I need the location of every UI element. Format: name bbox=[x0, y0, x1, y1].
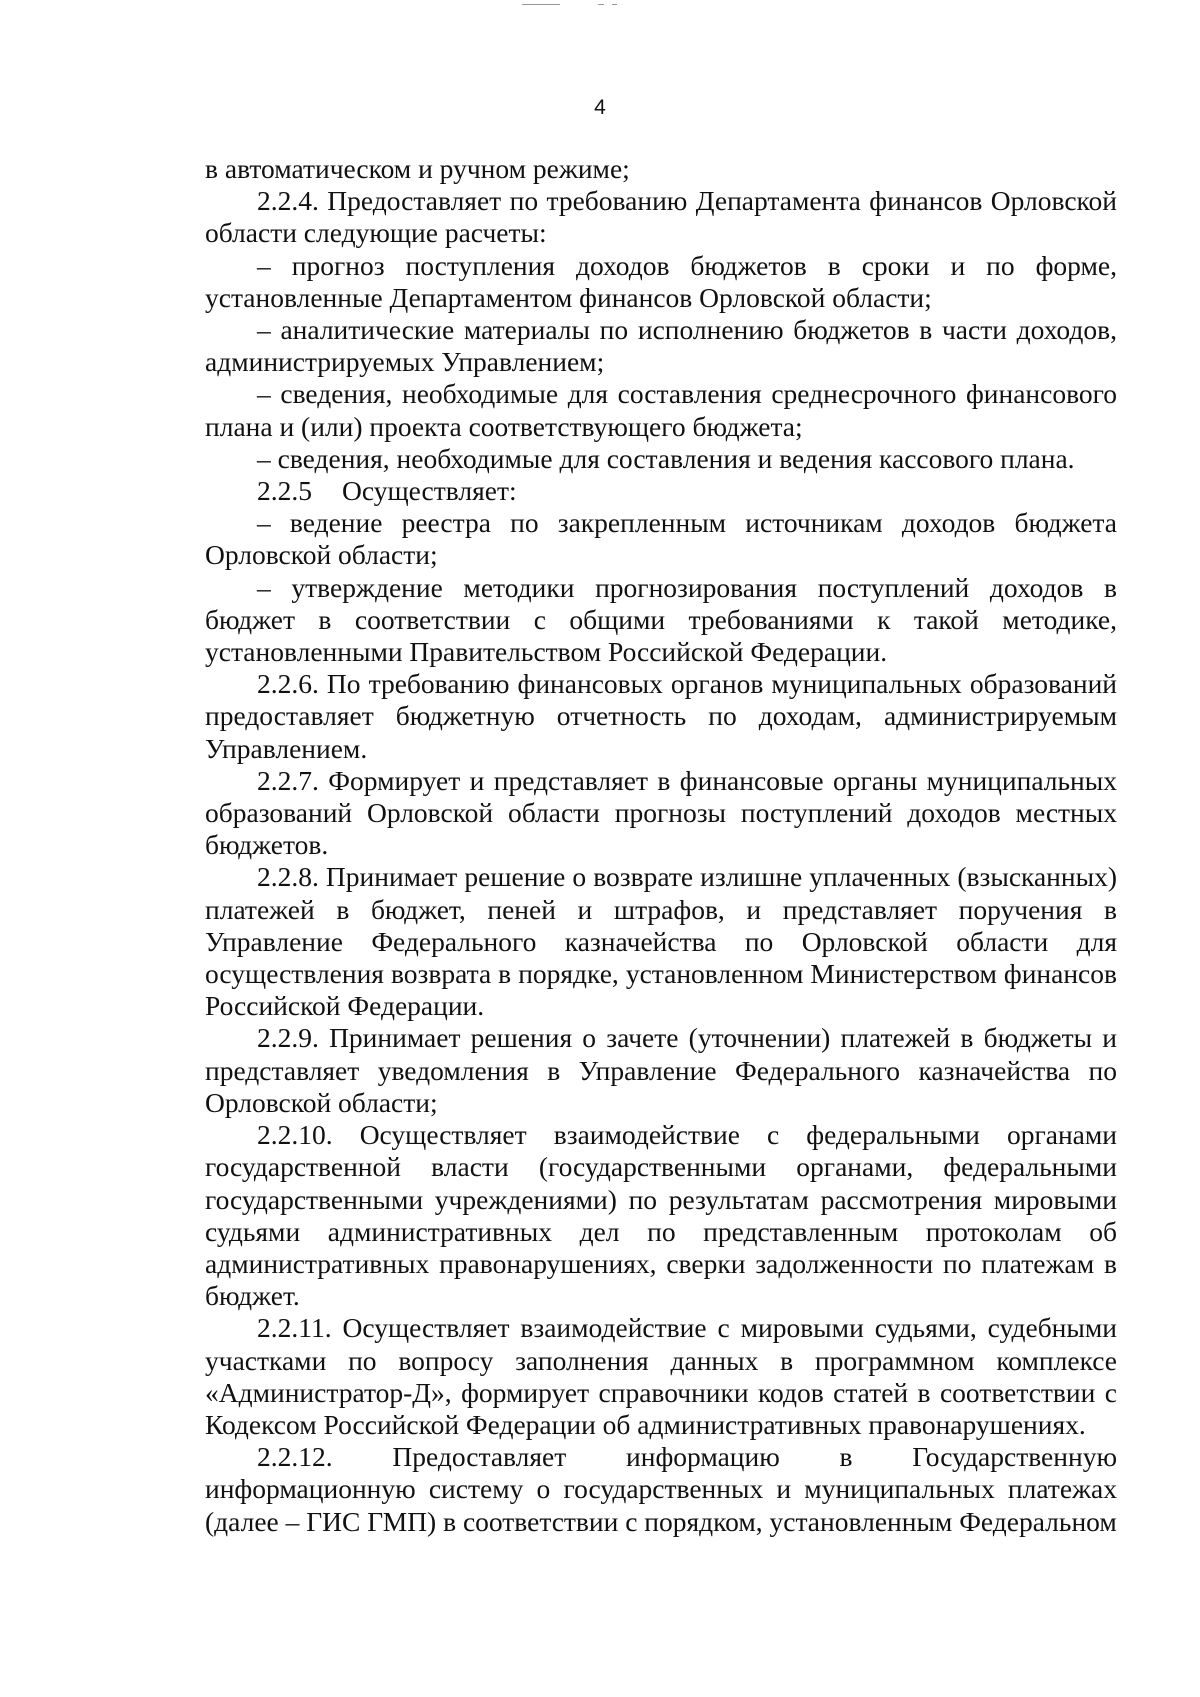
paragraph-2-2-11: 2.2.11. Осуществляет взаимодействие с мировыми судьями, судебными участками по вопросу заполнения данных в программном комплексе «Администратор-Д», формирует справочники кодов статей в соответствии с Кодексом Российской Федерации об административных правонарушениях. bbox=[205, 1312, 1117, 1440]
document-body bbox=[205, 153, 1117, 1538]
paragraph-2-2-4: 2.2.4. Предоставляет по требованию Департамента финансов Орловской области следующие расчеты: bbox=[205, 185, 1117, 249]
list-item-analytics: – аналитические материалы по исполнению бюджетов в части доходов, администрируемых Управлением; bbox=[205, 314, 1117, 378]
clause-text: Осуществляет: bbox=[342, 475, 517, 507]
list-item-methodology: – утверждение методики прогнозирования поступлений доходов в бюджет в соответствии с общими требованиями к такой методике, установленными Правительством Российской Федерации. bbox=[205, 571, 1117, 668]
paragraph-2-2-12: 2.2.12. Предоставляет информацию в Государственную информационную систему о государственных и муниципальных платежах (далее – ГИС ГМП) в соответствии с порядком, установленным Федеральном bbox=[205, 1441, 1117, 1537]
list-item-registry: – ведение реестра по закрепленным источникам доходов бюджета Орловской области; bbox=[205, 507, 1117, 571]
paragraph-2-2-6: 2.2.6. По требованию финансовых органов муниципальных образований предоставляет бюджетную отчетность по доходам, администрируемым Управлением. bbox=[205, 668, 1117, 764]
scan-artifact bbox=[598, 4, 604, 5]
paragraph-2-2-9: 2.2.9. Принимает решения о зачете (уточнении) платежей в бюджеты и представляет уведомления в Управление Федерального казначейства по Орловской области; bbox=[205, 1022, 1117, 1118]
paragraph-2-2-10: 2.2.10. Осуществляет взаимодействие с федеральными органами государственной власти (государственными органами, федеральными государственными учреждениями) по результатам рассмотрения мировыми судьями административных дел по представленным протоколам об административных правонарушениях, сверки задолженности по платежам в бюджет. bbox=[205, 1119, 1117, 1312]
paragraph-2-2-5 bbox=[205, 475, 1117, 507]
paragraph-2-2-8: 2.2.8. Принимает решение о возврате излишне уплаченных (взысканных) платежей в бюджет, пеней и штрафов, и представляет поручения в Управление Федерального казначейства по Орловской области для осуществления возврата в порядке, установленном Министерством финансов Российской Федерации. bbox=[205, 861, 1117, 1022]
list-item-midterm-plan: – сведения, необходимые для составления среднесрочного финансового плана и (или) проекта соответствующего бюджета; bbox=[205, 378, 1117, 442]
paragraph-continuation: в автоматическом и ручном режиме; bbox=[205, 153, 630, 184]
page-number: 4 bbox=[594, 96, 606, 119]
scan-artifact bbox=[522, 4, 560, 5]
list-item-cash-plan: – сведения, необходимые для составления и ведения кассового плана. bbox=[257, 442, 1075, 474]
paragraph-2-2-7: 2.2.7. Формирует и представляет в финансовые органы муниципальных образований Орловской области прогнозы поступлений доходов местных бюджетов. bbox=[205, 764, 1117, 861]
clause-number: 2.2.5 bbox=[257, 475, 312, 507]
scan-artifact bbox=[612, 4, 617, 5]
list-item-forecast: – прогноз поступления доходов бюджетов в сроки и по форме, установленные Департаментом финансов Орловской области; bbox=[205, 249, 1117, 313]
